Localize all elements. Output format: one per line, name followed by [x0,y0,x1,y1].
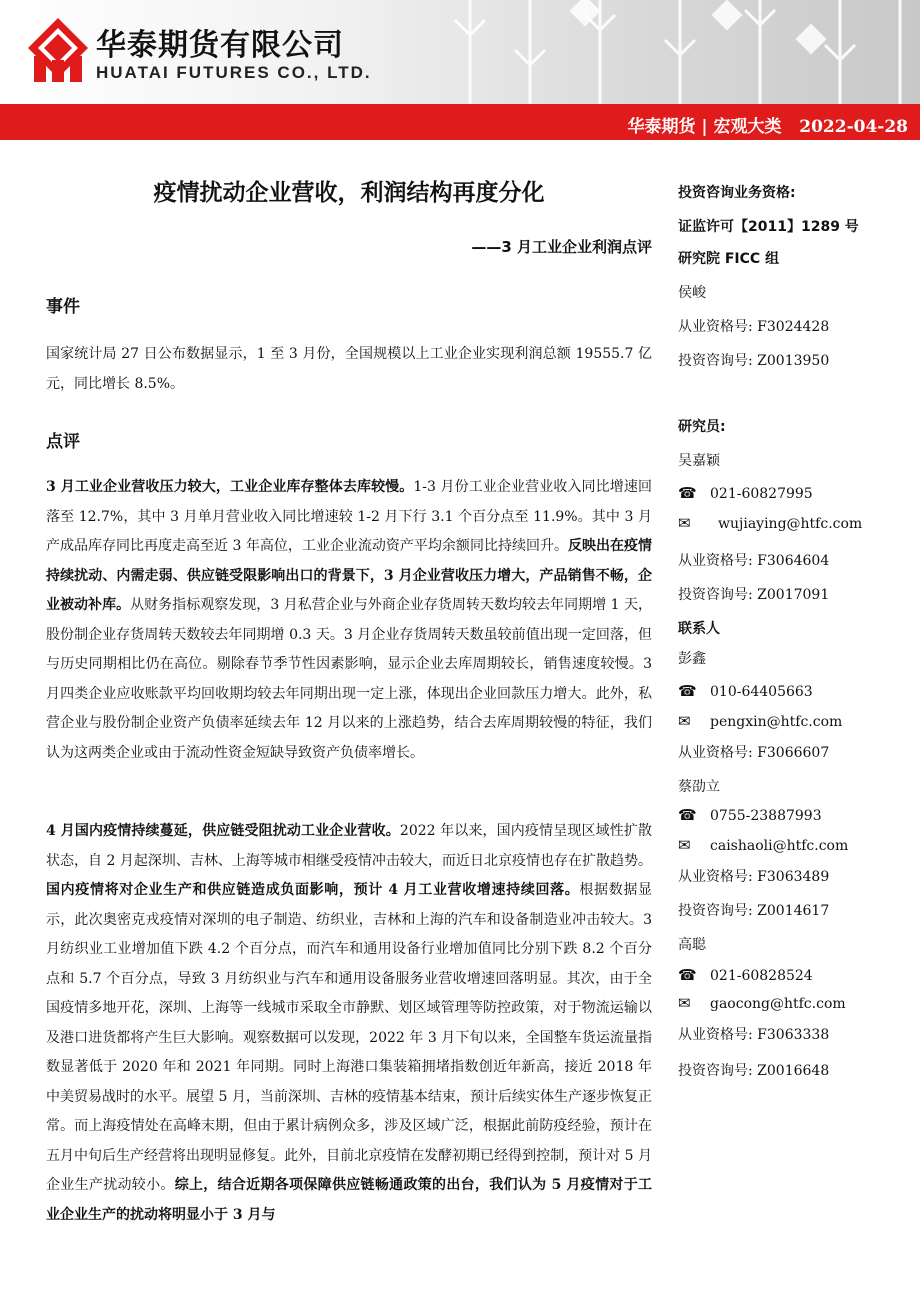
contact-2-phone: 0755-23887993 [710,808,822,824]
contact-1-email-row [678,712,842,730]
researcher-consult: 投资咨询号: Z0017091 [678,587,830,603]
p2-bold2: 国内疫情将对企业生产和供应链造成负面影响，预计 4 月工业营收增速持续回落。 [46,882,580,898]
contact-1-email[interactable]: pengxin@htfc.com [710,714,843,730]
contact-3-cert: 从业资格号: F3063338 [678,1027,830,1043]
report-subtitle: ——3 月工业企业利润点评 [471,238,652,256]
contact-3-email-row [678,994,846,1012]
p1-text1: 1-3 月份工业企业营业收入同比增速回落至 12.7%，其中 3 月单月营业收入同比增速较 1-2 月下行 3.1 个百分点至 11.9%。其中 3 月产成品库存同比再度走高至近 3 年高位，工业企业流动资产平均余额同比持续回升。 [46,479,652,554]
event-paragraph: 国家统计局 27 日公布数据显示，1 至 3 月份，全国规模以上工业企业实现利润总额 19555.7 亿元，同比增长 8.5%。 [46,346,652,392]
contact-2-email[interactable]: caishaoli@htfc.com [710,838,849,854]
company-name-en: HUATAI FUTURES CO., LTD. [96,63,372,82]
envelope-icon: ✉ [678,994,691,1012]
p2-bold3: 综上，结合近期各项保障供应链畅通政策的出台，我们认为 5 月疫情对于工业企业生产的扰动将明显小于 3 月与 [46,1177,652,1223]
researcher-label: 研究员: [678,419,726,435]
researcher-email[interactable]: wujiaying@htfc.com [718,516,863,532]
lead-analyst-name: 侯峻 [678,285,706,301]
contact-1-phone-row [678,682,813,700]
report-date: 2022-04-28 [799,117,908,137]
contact-1-name: 彭鑫 [678,651,706,667]
phone-icon: ☎ [678,806,697,824]
contact-2-phone-row [678,806,822,824]
contact-3-phone-row [678,966,813,984]
contact-2-email-row [678,836,848,854]
contact-2-consult: 投资咨询号: Z0014617 [678,903,830,919]
researcher-phone-row [678,484,813,502]
p2-text2: 根据数据显示，此次奥密克戎疫情对深圳的电子制造、纺织业，吉林和上海的汽车和设备制造业冲击较大。3 月纺织业工业增加值下跌 4.2 个百分点，而汽车和通用设备行业增加值同比分别下跌 8.2 个百分点和 5.7 个百分点，导致 3 月纺织业与汽车和通用设备服务业营收增速回落明显。其次，由于全国疫情多地开花，深圳、上海等一线城市采取全市静默、划区域管理等防控政策，对于物流运输以及港口进货都将产生巨大影响。观察数据可以发现，2022 年 3 月下旬以来，全国整车货运流量指数显著低于 2020 年和 2021 年同期。同时上海港口集装箱拥堵指数创近年新高，接近 2018 年中美贸易战时的水平。展望 5 月，当前深圳、吉林的疫情基本结束，预计后续实体生产逐步恢复正常。而上海疫情处在高峰末期，但由于累计病例众多，涉及区域广泛，根据此前防疫经验，预计在五月中旬后生产经营将出现明显修复。此外，目前北京疫情在发酵初期已经得到控制，预计对 5 月企业生产扰动较小。 [46,882,652,1193]
envelope-icon: ✉ [678,712,691,730]
contact-3-consult: 投资咨询号: Z0016648 [678,1063,830,1079]
phone-icon: ☎ [678,484,697,502]
company-logo-icon [28,18,88,84]
company-name-cn: 华泰期货有限公司 [96,28,344,63]
contact-3-email[interactable]: gaocong@htfc.com [710,996,846,1012]
report-category: 华泰期货 | 宏观大类 [627,117,782,137]
p2-lead: 4 月国内疫情持续蔓延，供应链受阻扰动工业企业营收。 [46,823,400,839]
contact-3-phone: 021-60828524 [710,968,813,984]
contact-1-cert: 从业资格号: F3066607 [678,745,830,761]
contact-2-cert: 从业资格号: F3063489 [678,869,830,885]
contact-3-name: 高聪 [678,937,706,953]
contact-2-name: 蔡劭立 [678,779,720,795]
envelope-icon: ✉ [678,836,691,854]
lead-analyst-consult: 投资咨询号: Z0013950 [678,353,830,369]
researcher-email-row [678,514,862,532]
lead-analyst-cert: 从业资格号: F3024428 [678,319,830,335]
section-heading-comment: 点评 [46,432,80,452]
p1-lead: 3 月工业企业营收压力较大，工业企业库存整体去库较慢。 [46,479,414,495]
comment-paragraph-2 [46,817,652,1230]
p1-text2: 从财务指标观察发现，3 月私营企业与外商企业存货周转天数均较去年同期增 1 天，股份制企业存货周转天数较去年同期增 0.3 天。3 月企业存货周转天数虽较前值出现一定回落，但与历史同期相比仍在高位。剔除春节季节性因素影响，显示企业去库周期较长，销售速度较慢。3 月四类企业应收账款平均回收期均较去年同期出现一定上涨，体现出企业回款压力增大。此外，私营企业与股份制企业资产负债率延续去年 12 月以来的上涨趋势，结合去库周期较慢的特征，我们认为这两类企业或由于流动性资金短缺导致资产负债率增长。 [46,597,653,761]
phone-icon: ☎ [678,966,697,984]
p1-bold2: 反映出在疫情持续扰动、内需走弱、供应链受限影响出口的背景下，3 月企业营收压力增大，产品销售不畅，企业被动补库。 [46,538,653,613]
research-group: 研究院 FICC 组 [678,251,780,267]
license-number: 证监许可【2011】1289 号 [678,219,859,235]
qualification-title: 投资咨询业务资格: [678,185,796,201]
report-title: 疫情扰动企业营收，利润结构再度分化 [153,180,545,206]
p2-text1: 2022 年以来，国内疫情呈现区域性扩散状态，自 2 月起深圳、吉林、上海等城市相继受疫情冲击较大，而近日北京疫情也存在扩散趋势。 [46,823,652,869]
researcher-name: 吴嘉颖 [678,453,720,469]
envelope-icon: ✉ [678,514,691,532]
category-bar [0,104,920,140]
researcher-phone: 021-60827995 [710,486,813,502]
section-heading-event: 事件 [46,297,80,317]
comment-paragraph-1 [46,473,652,768]
report-header [0,0,920,104]
contact-label: 联系人 [678,621,720,637]
researcher-cert: 从业资格号: F3064604 [678,553,830,569]
contact-1-phone: 010-64405663 [710,684,813,700]
phone-icon: ☎ [678,682,697,700]
